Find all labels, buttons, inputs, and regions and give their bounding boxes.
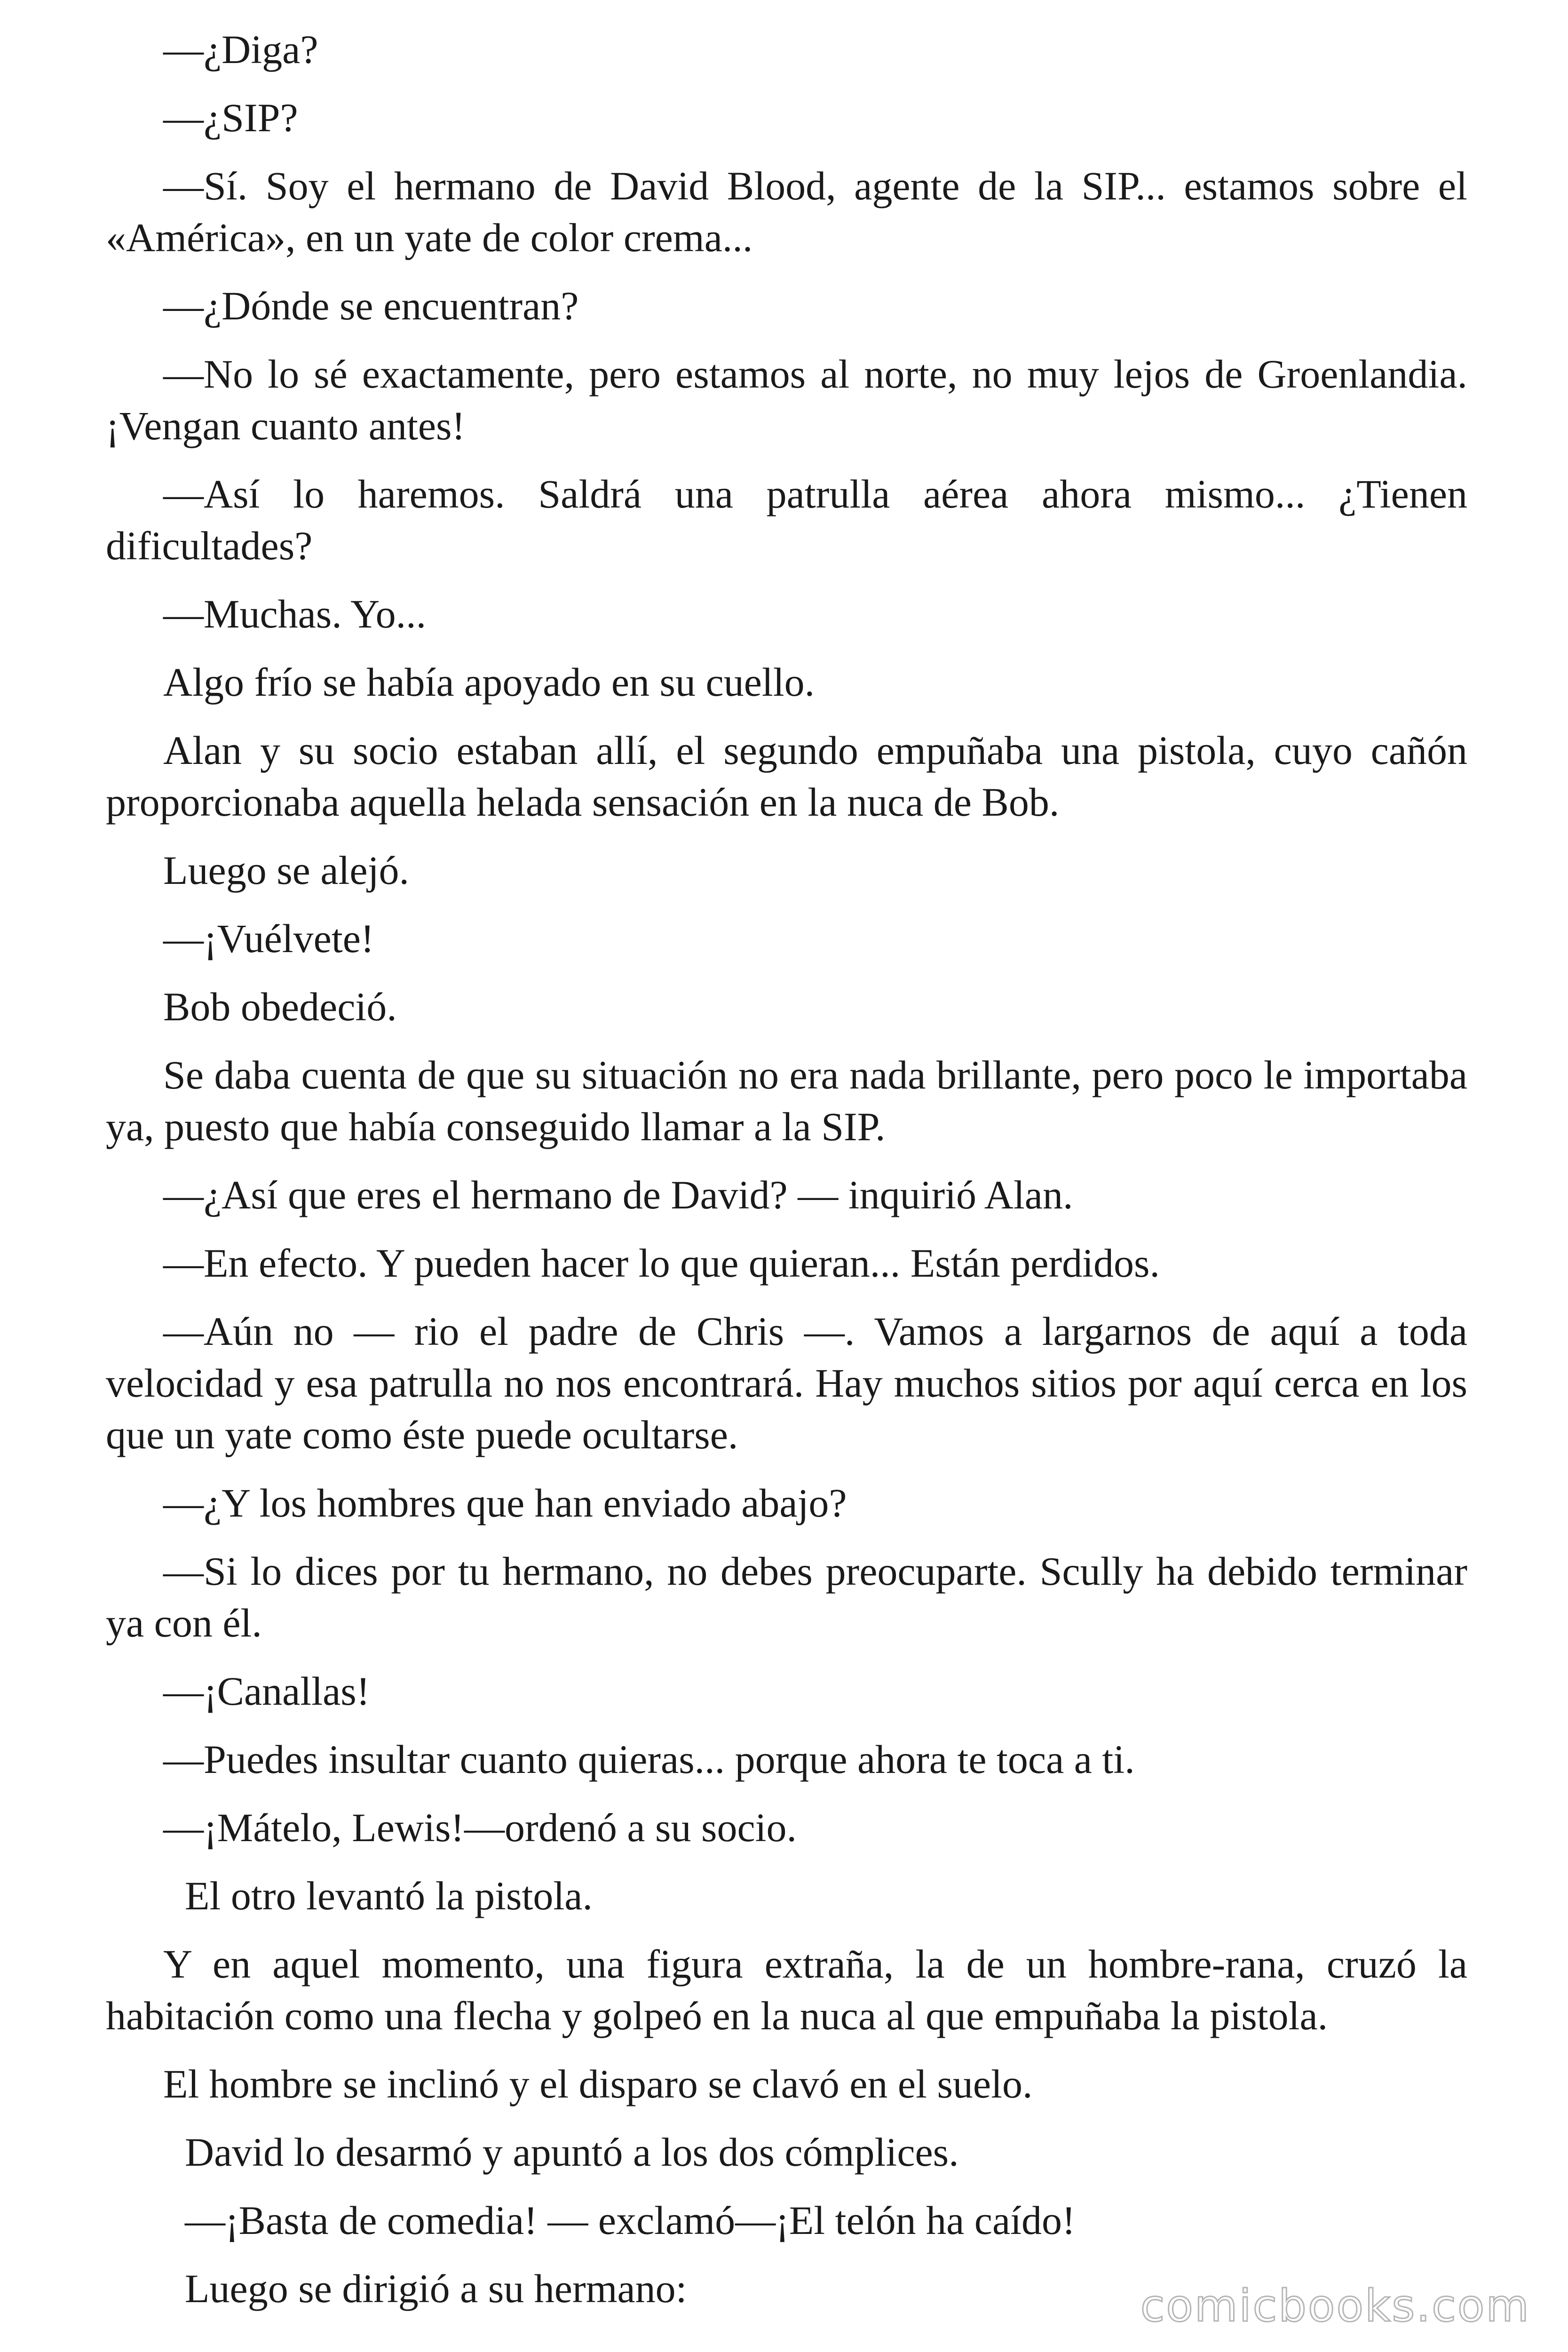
paragraph: —¿Y los hombres que han enviado abajo?: [163, 1480, 847, 1526]
paragraph: —¡Mátelo, Lewis!—ordenó a su socio.: [163, 1805, 797, 1850]
paragraph: —¡Vuélvete!: [163, 916, 374, 961]
paragraph: —¿Diga?: [163, 27, 318, 72]
paragraph: —¡Basta de comedia! — exclamó—¡El telón ha caído!: [185, 2198, 1076, 2243]
paragraph: —¿Dónde se encuentran?: [163, 283, 579, 328]
paragraph: David lo desarmó y apuntó a los dos cómplices.: [185, 2130, 959, 2175]
paragraph: —¿SIP?: [163, 95, 298, 140]
paragraph: —¡Canallas!: [163, 1669, 370, 1714]
paragraph: Alan y su socio estaban allí, el segundo empuñaba una pistola, cuyo cañón proporcionaba aquella helada sensación en la nuca de Bob.: [106, 728, 1467, 825]
paragraph: Luego se alejó.: [163, 848, 409, 893]
paragraph: —Si lo dices por tu hermano, no debes preocuparte. Scully ha debido terminar ya con él.: [106, 1549, 1467, 1645]
paragraph: Algo frío se había apoyado en su cuello.: [163, 660, 815, 705]
paragraph: —En efecto. Y pueden hacer lo que quieran... Están perdidos.: [163, 1240, 1160, 1286]
paragraph: Se daba cuenta de que su situación no era nada brillante, pero poco le importaba ya, puesto que había conseguido llamar a la SIP.: [106, 1052, 1467, 1149]
paragraph: El otro levantó la pistola.: [185, 1873, 593, 1918]
watermark-logo: comicbooks.com: [1140, 2280, 1530, 2332]
paragraph: —No lo sé exactamente, pero estamos al norte, no muy lejos de Groenlandia. ¡Vengan cuanto antes!: [106, 351, 1467, 448]
paragraph: —Así lo haremos. Saldrá una patrulla aérea ahora mismo... ¿Tienen dificultades?: [106, 471, 1467, 568]
body-text: [106, 24, 1467, 2331]
paragraph: —Aún no — rio el padre de Chris —. Vamos a largarnos de aquí a toda velocidad y esa patrulla no nos encontrará. Hay muchos sitios por aquí cerca en los que un yate como éste puede ocultarse.: [106, 1309, 1467, 1457]
paragraph: —¿Así que eres el hermano de David? — inquirió Alan.: [163, 1172, 1073, 1217]
paragraph: Luego se dirigió a su hermano:: [185, 2266, 687, 2311]
paragraph: —Sí. Soy el hermano de David Blood, agente de la SIP... estamos sobre el «América», en un yate de color crema...: [106, 163, 1467, 260]
paragraph: Bob obedeció.: [163, 984, 397, 1029]
paragraph: —Muchas. Yo...: [163, 591, 427, 636]
paragraph: El hombre se inclinó y el disparo se clavó en el suelo.: [163, 2061, 1033, 2106]
paragraph: —Puedes insultar cuanto quieras... porque ahora te toca a ti.: [163, 1737, 1135, 1782]
paragraph: Y en aquel momento, una figura extraña, la de un hombre-rana, cruzó la habitación como una flecha y golpeó en la nuca al que empuñaba la pistola.: [106, 1941, 1467, 2038]
